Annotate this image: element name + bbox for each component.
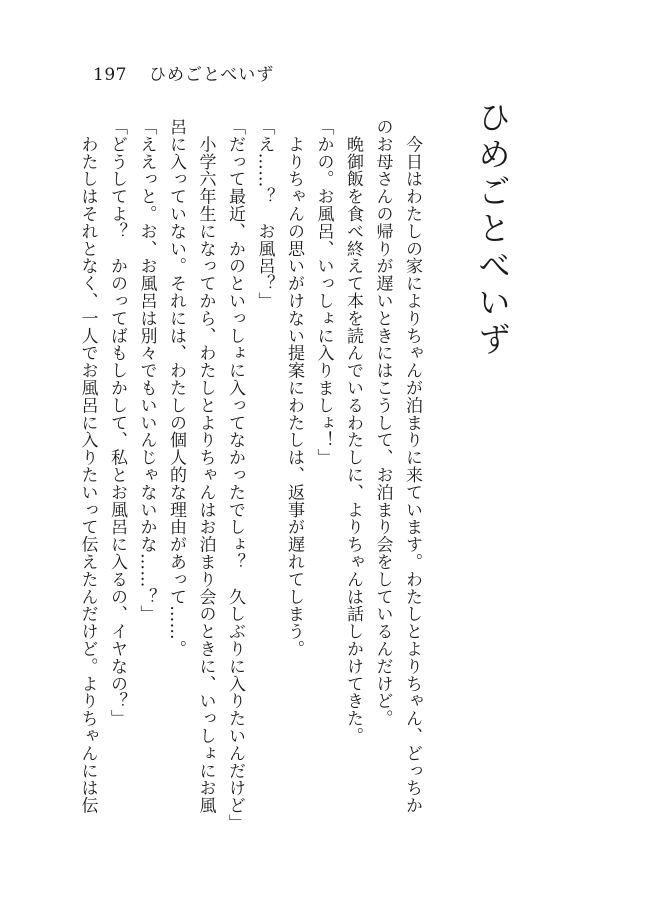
- page-number: 197: [93, 65, 127, 85]
- text-line: よりちゃんの思いがけない提案にわたしは、返事が遅れてしまう。: [284, 118, 304, 658]
- text-line: 晩御飯を食べ終えて本を読んでいるわたしに、よりちゃんは話しかけてきた。: [343, 118, 363, 745]
- text-line: 「かの。お風呂、いっしょに入りましょ！」: [313, 118, 334, 466]
- running-header: [93, 64, 274, 86]
- text-line: 「ええっと。お、お風呂は別々でもいいんじゃないかな……？」: [136, 118, 157, 623]
- chapter-title: ひめごとべいず: [473, 100, 512, 359]
- text-line: 小学六年生になってから、わたしとよりちゃんはお泊まり会のときに、いっしょにお風: [195, 118, 216, 814]
- text-line: 「だって最近、かのといっしょに入ってなかったでしょ？ 久しぶりに入りたいんだけど」: [225, 118, 245, 832]
- running-title: ひめごとべいず: [148, 65, 275, 85]
- text-line: のお母さんの帰りが遅いときにはこうして、お泊まり会をしているんだけど。: [372, 118, 393, 727]
- text-line: わたしはそれとなく、一人でお風呂に入りたいって伝えたんだけど。よりちゃんには伝: [77, 118, 98, 814]
- text-line: 今日はわたしの家によりちゃんが泊まりに来ています。わたしとよりちゃん、どっちか: [402, 118, 422, 814]
- text-line: 「どうしてよ？ かのってばもしかして、私とお風呂に入るの、イヤなの？」: [107, 118, 127, 727]
- body-text: [72, 118, 426, 832]
- text-line: 「え……？ お風呂？」: [254, 118, 275, 310]
- text-line: 呂に入っていない。それには、わたしの個人的な理由があって……。: [166, 118, 186, 658]
